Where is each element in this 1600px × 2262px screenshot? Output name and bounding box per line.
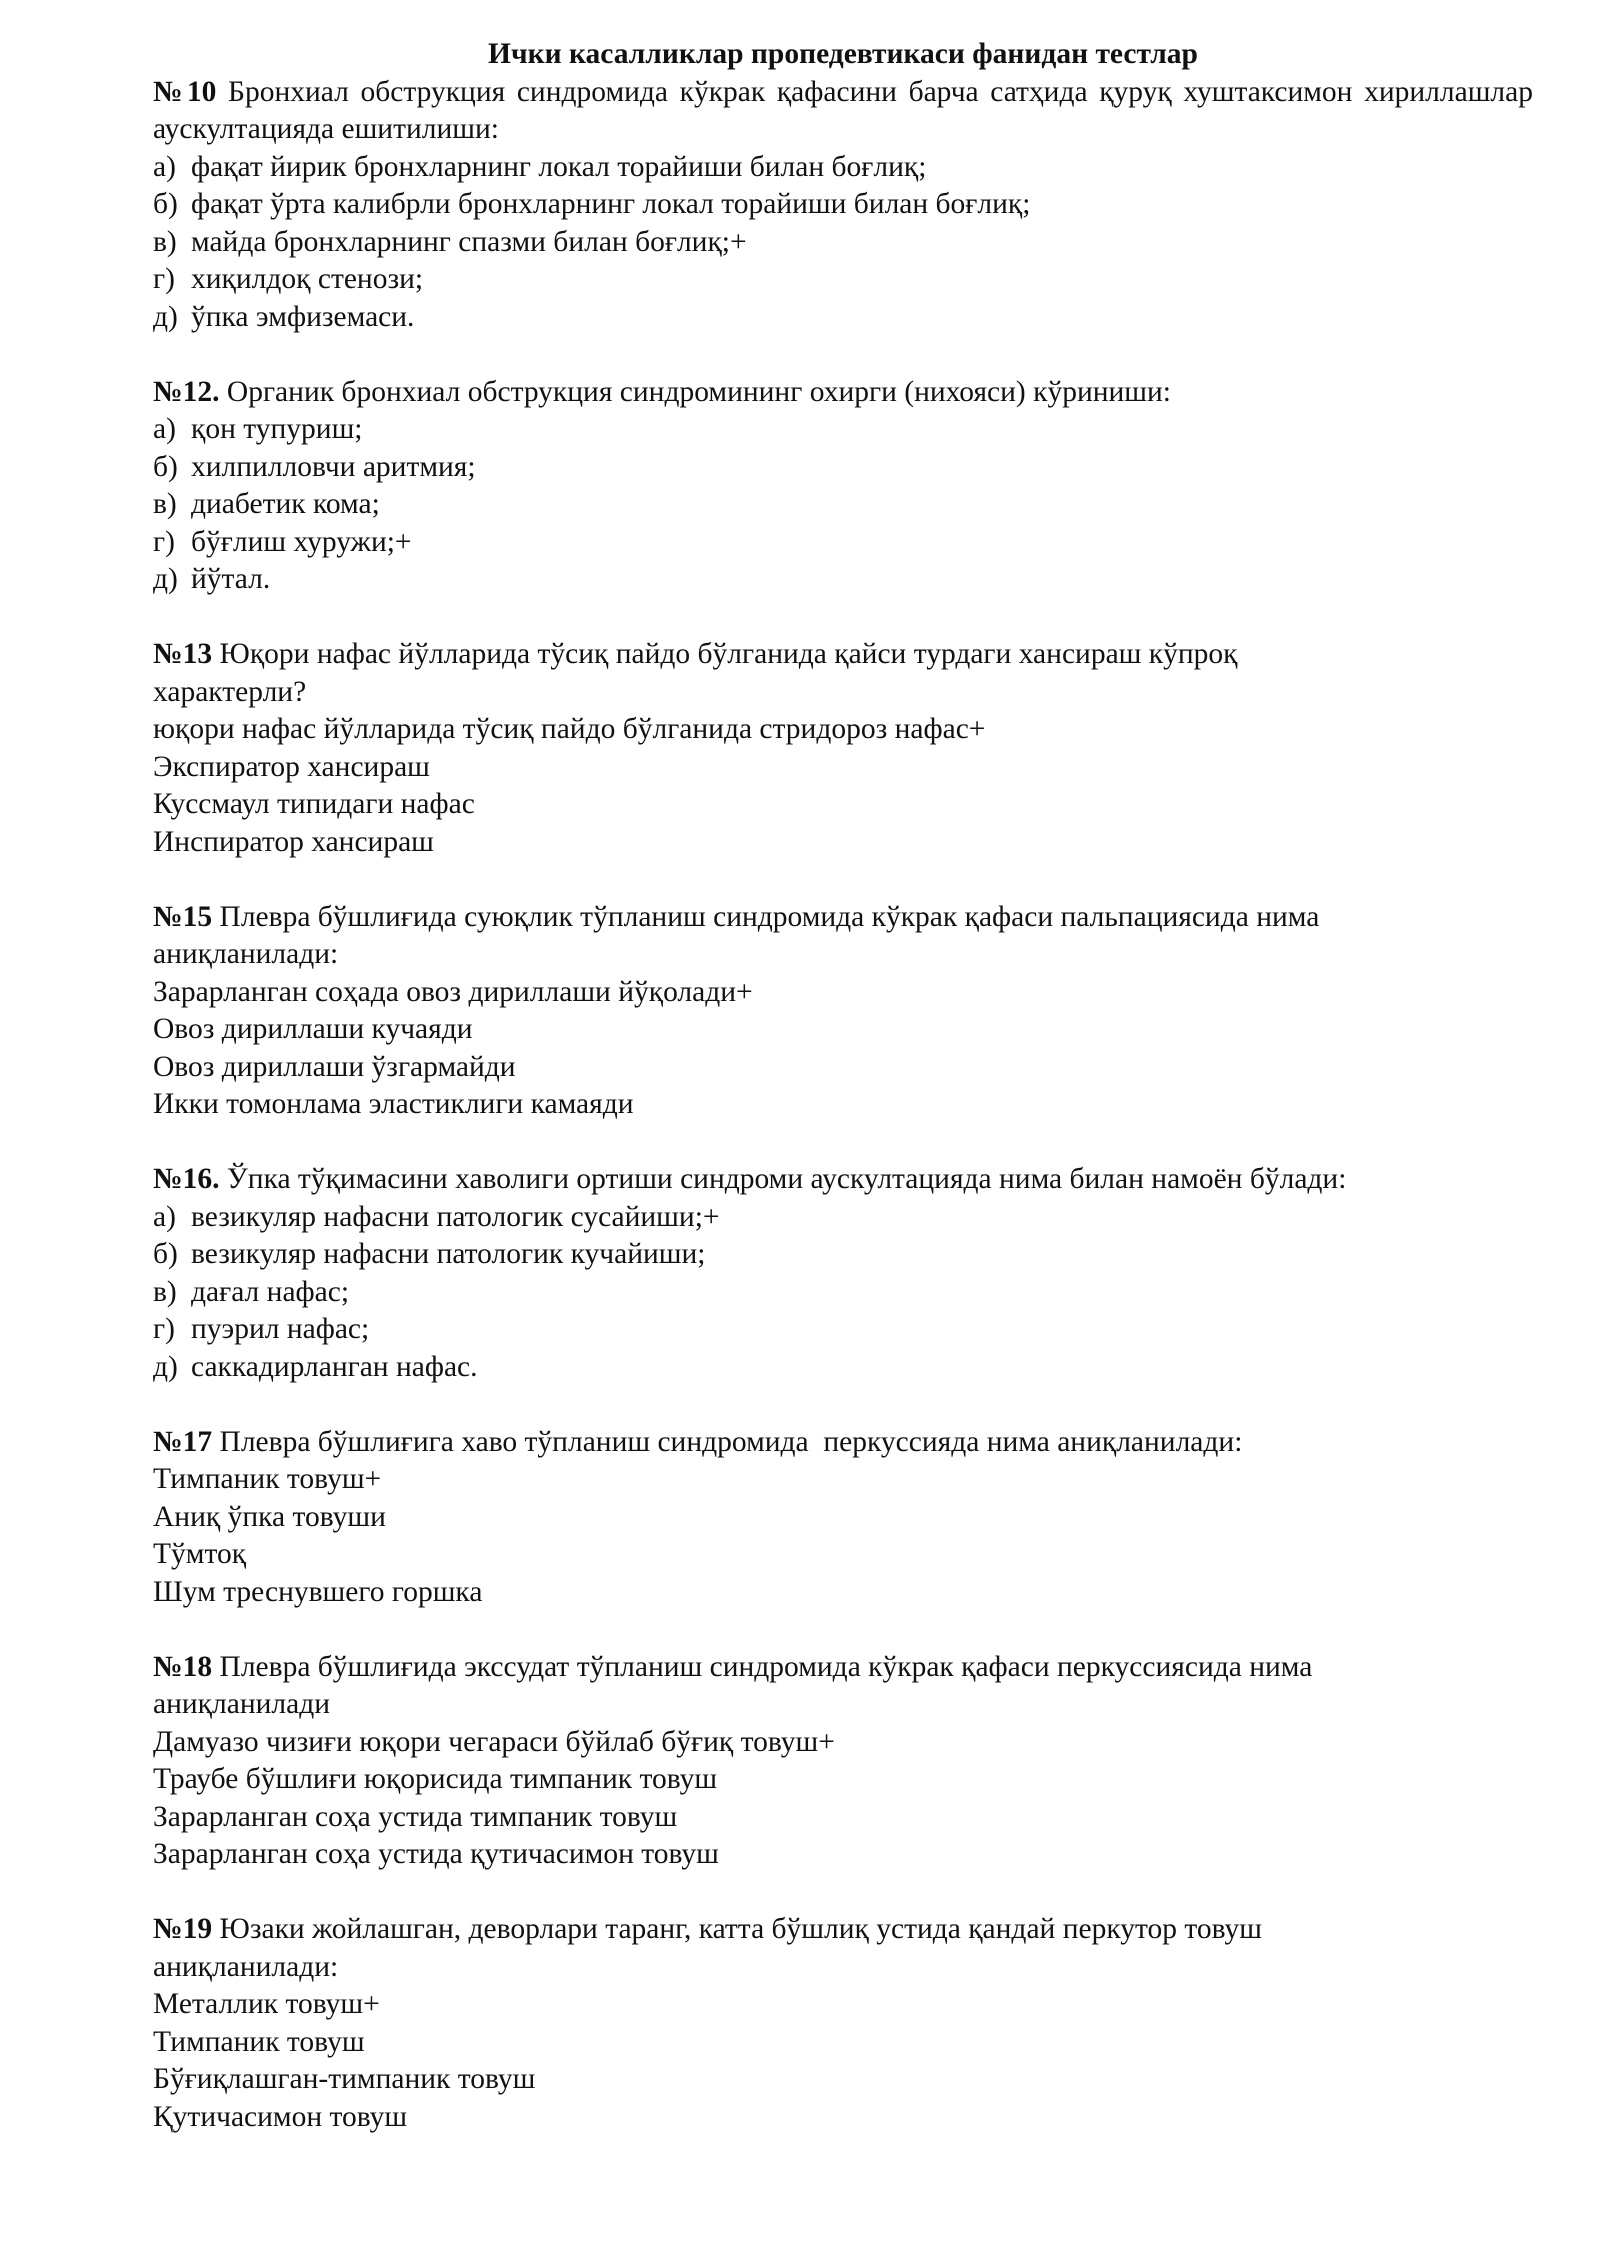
- spacer: [153, 1124, 1533, 1162]
- question-15: [153, 899, 1533, 1124]
- option: [153, 524, 1533, 562]
- option-text: саккадирланган нафас.: [191, 1350, 478, 1383]
- question-text: [153, 1911, 1403, 1986]
- spacer: [153, 1386, 1533, 1424]
- option: [153, 1349, 1533, 1387]
- question-body: Юқори нафас йўлларида тўсиқ пайдо бўлганида қайси турдаги хансираш кўпроқ характерли?: [153, 638, 1238, 708]
- question-18: [153, 1649, 1533, 1874]
- question-17: [153, 1424, 1533, 1612]
- option: [153, 1236, 1533, 1274]
- question-text: [153, 899, 1483, 974]
- option-text: везикуляр нафасни патологик кучайиши;: [191, 1238, 706, 1270]
- option-text: диабетик кома;: [191, 488, 380, 520]
- option-letter: в): [153, 225, 177, 258]
- option-letter: г): [153, 1313, 175, 1345]
- answer-line: Тимпаник товуш: [153, 2025, 365, 2058]
- option: [153, 1274, 1533, 1312]
- question-text: [153, 374, 1533, 412]
- spacer: [153, 599, 1533, 637]
- answer-line: Куссмаул типидаги нафас: [153, 788, 475, 820]
- option: [153, 1199, 1533, 1237]
- question-number: №10: [153, 75, 217, 108]
- answer-line: Қутичасимон товуш: [153, 2100, 408, 2133]
- option-text: майда бронхларнинг спазми билан боғлиқ;+: [191, 225, 747, 258]
- question-body: Ўпка тўқимасини хаволиги ортиши синдроми аускултацияда нима билан намоён бўлади:: [219, 1163, 1347, 1195]
- option-letter: б): [153, 188, 178, 220]
- question-body: Органик бронхиал обструкция синдромининг охирги (нихояси) кўриниши:: [219, 375, 1172, 408]
- option-text: дағал нафас;: [191, 1275, 350, 1308]
- option-letter: б): [153, 450, 178, 483]
- answer-line: Овоз дириллаши ўзгармайди: [153, 1050, 516, 1083]
- question-text: [153, 1424, 1533, 1462]
- option: [153, 486, 1533, 524]
- question-body: Бронхиал обструкция синдромида кўкрак қафасини барча сатҳида қуруқ хуштаксимон хириллашлар аускултацияда ешитилиши:: [153, 75, 1533, 145]
- answer-line: Тимпаник товуш+: [153, 1463, 382, 1495]
- answer-line: Зарарланган соҳада овоз дириллаши йўқолади+: [153, 975, 753, 1008]
- question-body: Плевра бўшлиғида экссудат тўпланиш синдромида кўкрак қафаси перкуссиясида нима аниқланилади: [153, 1650, 1313, 1720]
- option-letter: а): [153, 150, 176, 183]
- answer-line: Тўмтоқ: [153, 1538, 247, 1570]
- option: [153, 1311, 1533, 1349]
- answer-line: Металлик товуш+: [153, 1988, 380, 2020]
- question-10: [153, 74, 1533, 337]
- question-text: [153, 636, 1393, 711]
- question-number: №16.: [153, 1163, 220, 1195]
- answer-line: Зарарланган соҳа устида тимпаник товуш: [153, 1800, 678, 1833]
- answer-line: юқори нафас йўлларида тўсиқ пайдо бўлганида стридороз нафас+: [153, 713, 986, 745]
- question-number: №17: [153, 1425, 213, 1458]
- question-number: №19: [153, 1913, 213, 1945]
- spacer: [153, 336, 1533, 374]
- option-letter: в): [153, 488, 177, 520]
- option-letter: д): [153, 563, 178, 595]
- question-number: №13: [153, 638, 213, 670]
- answer-line: Аниқ ўпка товуши: [153, 1500, 386, 1533]
- question-13: [153, 636, 1533, 861]
- option-text: фақат йирик бронхларнинг локал торайиши билан боғлиқ;: [191, 150, 927, 183]
- document-page: [153, 36, 1533, 2136]
- option: [153, 299, 1533, 337]
- option-letter: б): [153, 1238, 178, 1270]
- question-text: [153, 1649, 1473, 1724]
- option-letter: д): [153, 1350, 178, 1383]
- answer-line: Зарарланган соҳа устида қутичасимон товуш: [153, 1838, 719, 1870]
- spacer: [153, 1611, 1533, 1649]
- option: [153, 224, 1533, 262]
- option-text: пуэрил нафас;: [191, 1313, 370, 1345]
- answer-line: Бўғиқлашган-тимпаник товуш: [153, 2063, 536, 2095]
- option-letter: а): [153, 1200, 176, 1233]
- question-number: №18: [153, 1650, 213, 1683]
- option: [153, 261, 1533, 299]
- question-body: Плевра бўшлиғида суюқлик тўпланиш синдромида кўкрак қафаси пальпациясида нима аниқланилади:: [153, 900, 1320, 970]
- option-text: йўтал.: [191, 563, 271, 595]
- option-letter: г): [153, 263, 175, 295]
- option: [153, 149, 1533, 187]
- question-number: №15: [153, 900, 213, 933]
- question-12: [153, 374, 1533, 599]
- option-text: ўпка эмфиземаси.: [191, 300, 415, 333]
- option: [153, 186, 1533, 224]
- option-text: везикуляр нафасни патологик сусайиши;+: [191, 1200, 720, 1233]
- option-text: фақат ўрта калибрли бронхларнинг локал торайиши билан боғлиқ;: [191, 188, 1031, 220]
- question-body: Плевра бўшлиғига хаво тўпланиш синдромида перкуссияда нима аниқланилади:: [212, 1425, 1243, 1458]
- answer-line: Овоз дириллаши кучаяди: [153, 1013, 473, 1045]
- option-letter: г): [153, 525, 175, 558]
- option-text: хиқилдоқ стенози;: [191, 263, 424, 295]
- question-number: №12.: [153, 375, 220, 408]
- option-text: бўғлиш хуружи;+: [191, 525, 412, 558]
- spacer: [153, 861, 1533, 899]
- document-title: Ички касалликлар пропедевтикаси фанидан тестлар: [488, 38, 1198, 70]
- option: [153, 561, 1533, 599]
- option-letter: д): [153, 300, 178, 333]
- answer-line: Экспиратор хансираш: [153, 750, 430, 783]
- option: [153, 449, 1533, 487]
- question-text: [153, 1161, 1533, 1199]
- answer-line: Икки томонлама эластиклиги камаяди: [153, 1088, 634, 1120]
- answer-line: Дамуазо чизиғи юқори чегараси бўйлаб бўғиқ товуш+: [153, 1725, 835, 1758]
- option-text: қон тупуриш;: [191, 413, 363, 445]
- question-16: [153, 1161, 1533, 1386]
- option: [153, 411, 1533, 449]
- spacer: [153, 1874, 1533, 1912]
- answer-line: Инспиратор хансираш: [153, 825, 434, 858]
- question-19: [153, 1911, 1533, 2136]
- option-letter: а): [153, 413, 176, 445]
- answer-line: Шум треснувшего горшка: [153, 1575, 483, 1608]
- option-letter: в): [153, 1275, 177, 1308]
- answer-line: Траубе бўшлиғи юқорисида тимпаник товуш: [153, 1763, 718, 1795]
- option-text: хилпилловчи аритмия;: [191, 450, 476, 483]
- question-text: [153, 74, 1533, 149]
- question-body: Юзаки жойлашган, деворлари таранг, катта бўшлиқ устида қандай перкутор товуш аниқланилади:: [153, 1913, 1263, 1983]
